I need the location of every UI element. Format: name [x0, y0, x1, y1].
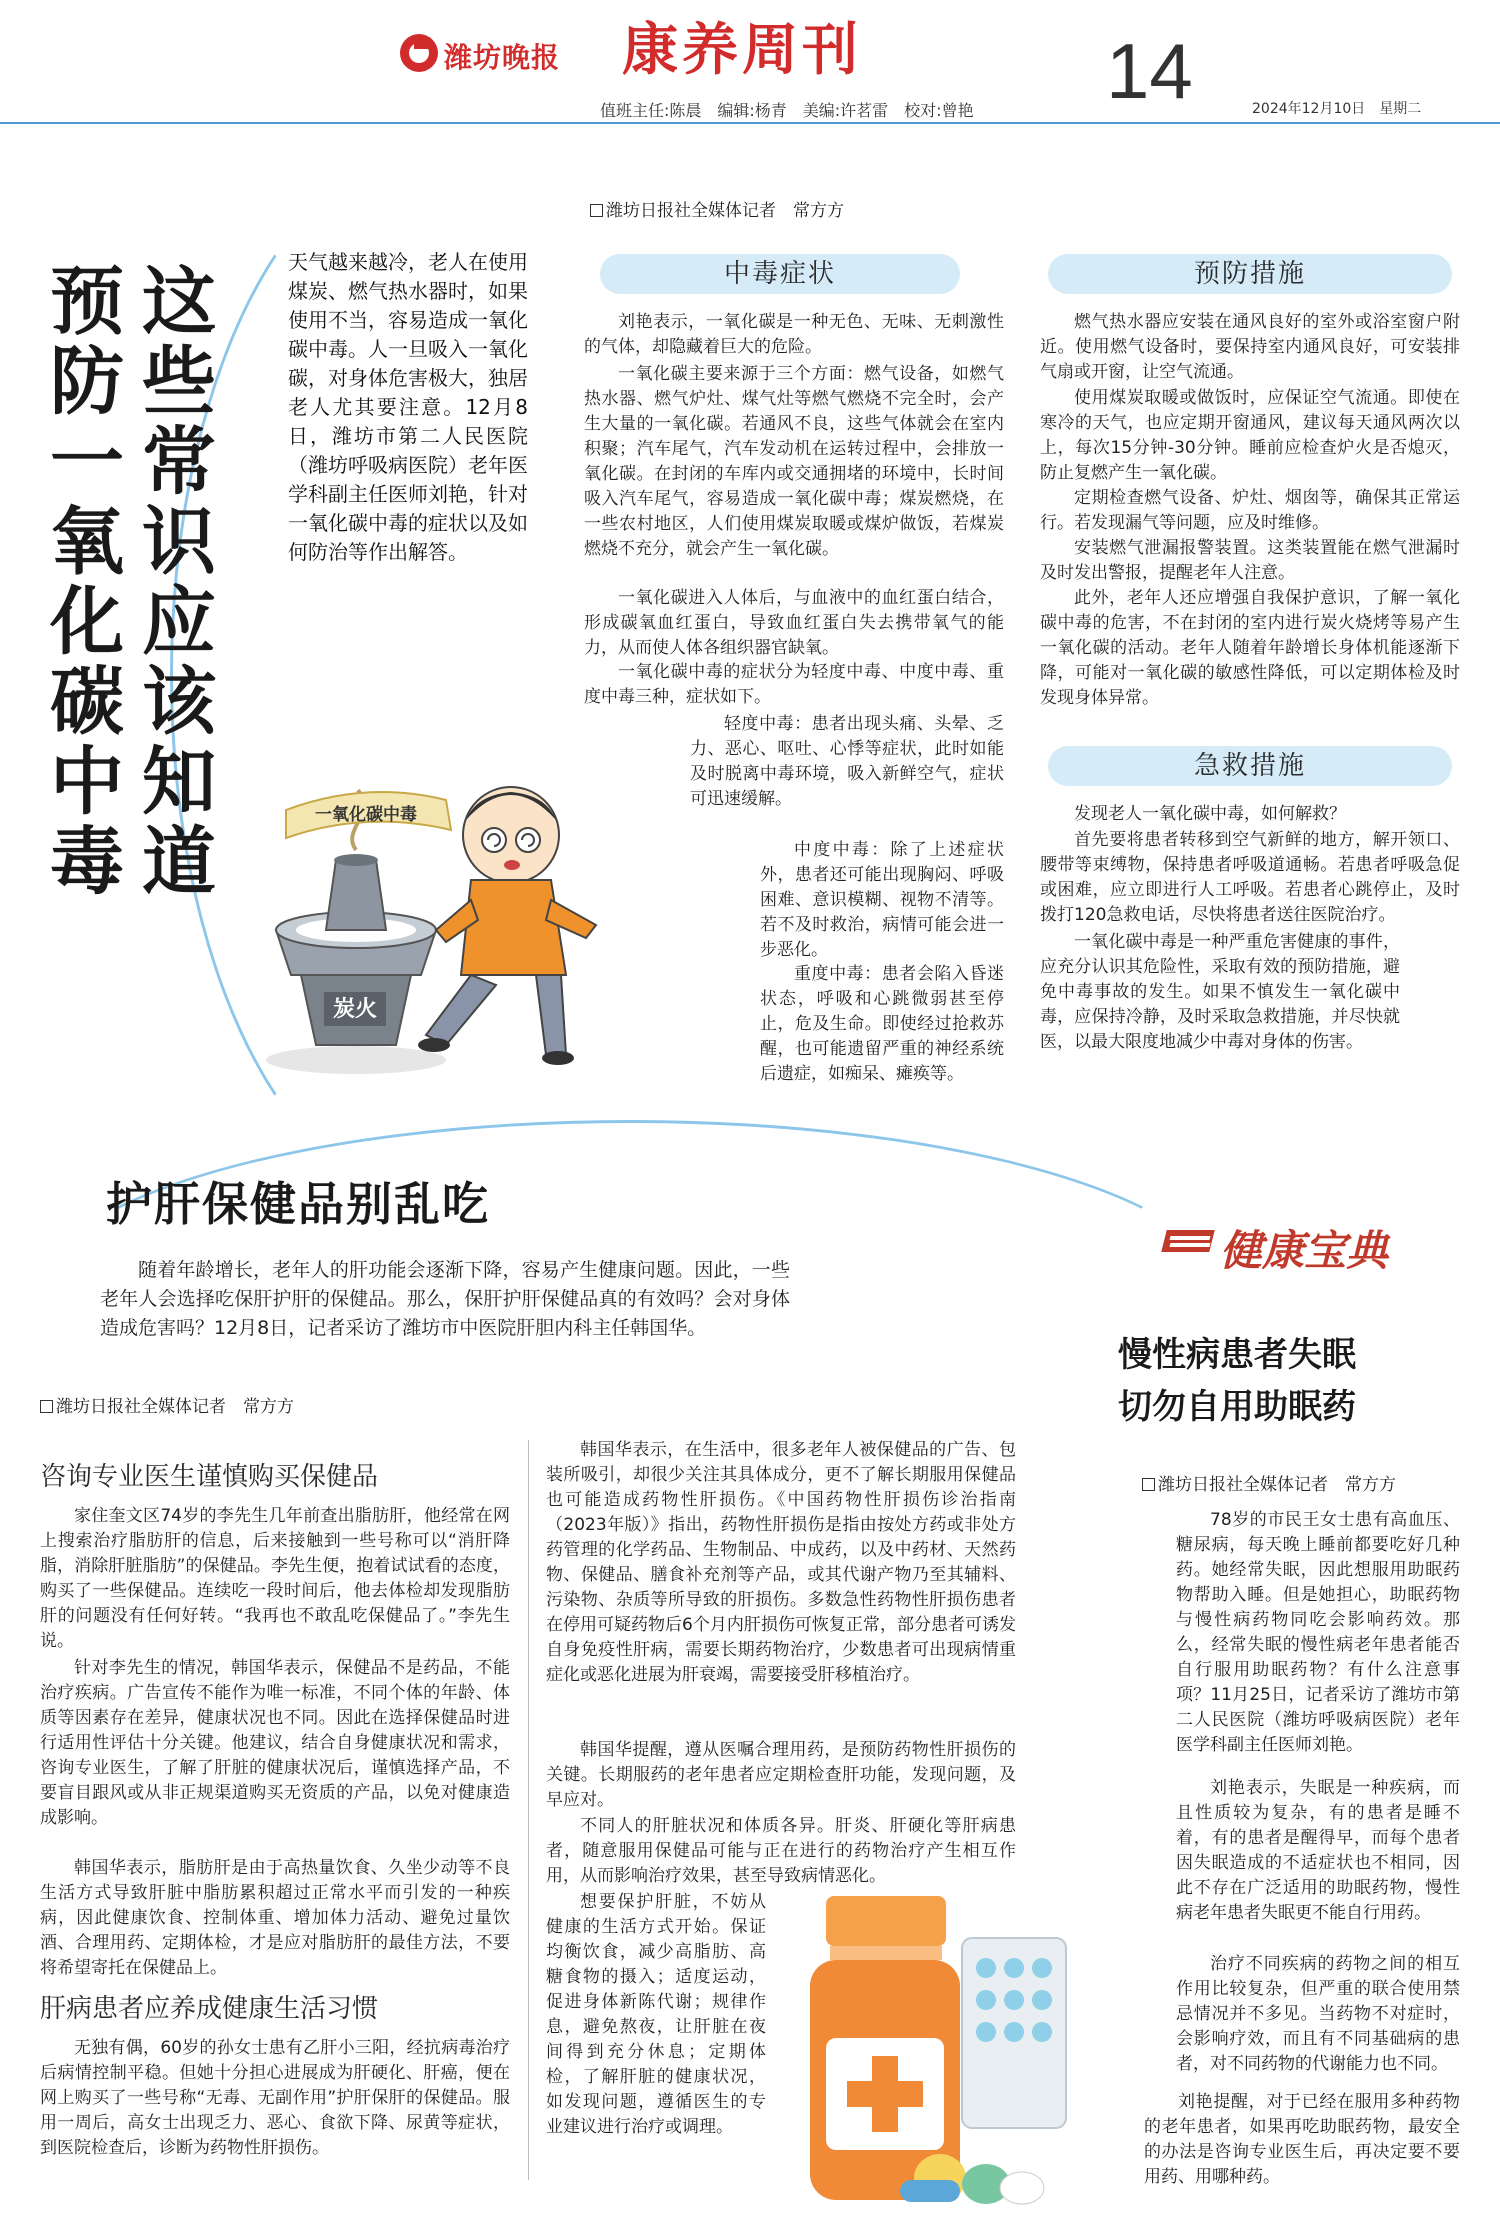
paper-name: 潍坊晚报: [444, 41, 561, 74]
article2-byline: 潍坊日报社全媒体记者 常方方: [40, 1392, 294, 1417]
article3-title-line-2: 切勿自用助眠药: [1118, 1387, 1356, 1427]
first-aid-paragraph-2: 首先要将患者转移到空气新鲜的地方，解开领口、腰带等束缚物，保持患者呼吸道通畅。若患者呼吸急促或困难，应立即进行人工呼吸。若患者心跳停止，及时拨打120急救电话，尽快将患者送往医院治疗。: [1040, 830, 1460, 925]
issue-date: 2024年12月10日 星期二: [1252, 101, 1422, 117]
prevention-paragraph-5: 此外，老年人还应增强自我保护意识，了解一氧化碳中毒的危害，不在封闭的室内进行炭火烧烤等易产生一氧化碳的活动。老年人随着年龄增长身体机能逐渐下降，可能对一氧化碳的敏感性降低，可以定期体检及时发现身体异常。: [1040, 588, 1460, 708]
heading-symptoms: 中毒症状: [600, 254, 960, 294]
byline-box-icon-3: [1142, 1478, 1155, 1491]
article2-col1-paragraph-2: 针对李先生的情况，韩国华表示，保健品不是药品，不能治疗疾病。广告宣传不能作为唯一标准，不同个体的年龄、体质等因素存在差异，健康状况也不同。因此在选择保健品时进行适用性评估十分关键。他建议，结合自身健康状况和需求，咨询专业医生，了解了肝脏的健康状况后，谨慎选择产品，不要盲目跟风或从非正规渠道购买无资质的产品，以免对健康造成影响。: [40, 1658, 510, 1828]
article3-paragraph-1: 78岁的市民王女士患有高血压、糖尿病，每天晚上睡前都要吃好几种药。她经常失眠，因此想服用助眠药物帮助入睡。但是她担心，助眠药物与慢性病药物同吃会影响药效。那么，经常失眠的慢性病老年患者能否自行服用助眠药物？有什么注意事项？11月25日，记者采访了潍坊市第二人民医院（潍坊呼吸病医院）老年医学科副主任医师刘艳。: [1176, 1510, 1460, 1755]
article2-col2-paragraph-2: 韩国华提醒，遵从医嘱合理用药，是预防药物性肝损伤的关键。长期服药的老年患者应定期检查肝功能，发现问题，及早应对。: [546, 1740, 1016, 1810]
book-icon: [1164, 1226, 1220, 1256]
prevention-paragraph-1: 燃气热水器应安装在通风良好的室外或浴室窗户附近。使用燃气设备时，要保持室内通风良好，可安装排气扇或开窗，让空气流通。: [1040, 312, 1460, 382]
article2-title: 护肝保健品别乱吃: [106, 1177, 490, 1231]
article2-subheading-2: 肝病患者应养成健康生活习惯: [40, 1994, 379, 2024]
first-aid-paragraph-3: 一氧化碳中毒是一种严重危害健康的事件，应充分认识其危险性，采取有效的预防措施，避免中毒事故的发生。如果不慎发生一氧化碳中毒，应保持冷静，及时采取急救措施，并尽快就医，以最大限度地减少中毒对身体的伤害。: [1040, 932, 1400, 1052]
prevention-paragraph-4: 安装燃气泄漏报警装置。这类装置能在燃气泄漏时及时发出警报，提醒老年人注意。: [1040, 538, 1460, 583]
column-divider: [528, 1440, 529, 2180]
symptoms-paragraph-2: 一氧化碳主要来源于三个方面：燃气设备，如燃气热水器、燃气炉灶、煤气灶等燃气燃烧不完全时，会产生大量的一氧化碳。若通风不良，这些气体就会在室内积聚；汽车尾气，汽车发动机在运转过程中，会排放一氧化碳。在封闭的车库内或交通拥堵的环境中，长时间吸入汽车尾气，容易造成一氧化碳中毒；煤炭燃烧，在一些农村地区，人们使用煤炭取暖或煤炉做饭，若煤炭燃烧不充分，就会产生一氧化碳。: [584, 364, 1004, 559]
section-name: 康养周刊: [622, 17, 862, 83]
first-aid-paragraph-1: 发现老人一氧化碳中毒，如何解救？: [1074, 804, 1346, 824]
headline-line-1: 这些常识应该知道: [130, 262, 216, 902]
heading-first-aid: 急救措施: [1048, 746, 1452, 786]
symptoms-moderate: 中度中毒：除了上述症状外，患者还可能出现胸闷、呼吸困难、意识模糊、视物不清等。若不及时救治，病情可能会进一步恶化。: [760, 840, 1004, 960]
article3-title-line-1: 慢性病患者失眠: [1118, 1335, 1356, 1375]
page-number: 14: [1106, 27, 1193, 115]
masthead-rule: [0, 122, 1500, 124]
byline-box-icon: [590, 204, 603, 217]
byline-box-icon-2: [40, 1400, 53, 1413]
article2-col1-paragraph-4: 无独有偶，60岁的孙女士患有乙肝小三阳，经抗病毒治疗后病情控制平稳。但她十分担心进展成为肝硬化、肝癌，便在网上购买了一些号称“无毒、无副作用”护肝保肝的保健品。服用一周后，高女士出现乏力、恶心、食欲下降、尿黄等症状，到医院检查后，诊断为药物性肝损伤。: [40, 2038, 510, 2158]
article2-col2-paragraph-1: 韩国华表示，在生活中，很多老年人被保健品的广告、包装所吸引，却很少关注其具体成分，更不了解长期服用保健品也可能造成药物性肝损伤。《中国药物性肝损伤诊治指南（2023年版）》指出，药物性肝损伤是指由按处方药或非处方药管理的化学药品、生物制品、中成药，以及中药材、天然药物、保健品、膳食补充剂等产品，或其代谢产物乃至其辅料、污染物、杂质等所导致的肝损伤。多数急性药物性肝损伤患者在停用可疑药物后6个月内肝损伤可恢复正常，部分患者可诱发自身免疫性肝病，需要长期药物治疗，少数患者可出现病情重症化或恶化进展为肝衰竭，需要接受肝移植治疗。: [546, 1440, 1016, 1685]
article2-subheading-1: 咨询专业医生谨慎购买保健品: [40, 1462, 379, 1492]
symptoms-paragraph-4: 一氧化碳中毒的症状分为轻度中毒、中度中毒、重度中毒三种，症状如下。: [584, 662, 1004, 707]
illustration-label-charcoal: 炭火: [332, 997, 378, 1022]
symptoms-paragraph-3: 一氧化碳进入人体后，与血液中的血红蛋白结合，形成碳氧血红蛋白，导致血红蛋白失去携带氧气的能力，从而使人体各组织器官缺氧。: [584, 588, 1004, 658]
co-poisoning-illustration: [246, 760, 606, 1090]
symptoms-paragraph-1: 刘艳表示，一氧化碳是一种无色、无味、无刺激性的气体，却隐藏着巨大的危险。: [584, 312, 1004, 357]
article3-paragraph-3: 治疗不同疾病的药物之间的相互作用比较复杂，但严重的联合使用禁忌情况并不多见。当药物不对症时，会影响疗效，而且有不同基础病的患者，对不同药物的代谢能力也不同。: [1176, 1954, 1460, 2074]
article-intro: 天气越来越冷，老人在使用煤炭、燃气热水器时，如果使用不当，容易造成一氧化碳中毒。人一旦吸入一氧化碳，对身体危害极大，独居老人尤其要注意。12月8日，潍坊市第二人民医院（潍坊呼吸病医院）老年医学科副主任医师刘艳，针对一氧化碳中毒的症状以及如何防治等作出解答。: [288, 250, 528, 564]
article3-paragraph-2: 刘艳表示，失眠是一种疾病，而且性质较为复杂，有的患者是睡不着，有的患者是醒得早，而每个患者因失眠造成的不适症状也不相同，因此不存在广泛适用的助眠药物，慢性病老年患者失眠更不能自行用药。: [1176, 1778, 1460, 1923]
article2-col1-paragraph-1: 家住奎文区74岁的李先生几年前查出脂肪肝，他经常在网上搜索治疗脂肪肝的信息，后来接触到一些号称可以“消肝降脂，消除肝脏脂肪”的保健品。李先生便，抱着试试看的态度，购买了一些保健品。连续吃一段时间后，他去体检却发现脂肪肝的问题没有任何好转。“我再也不敢乱吃保健品了。”李先生说。: [40, 1506, 510, 1651]
illustration-label-co: 一氧化碳中毒: [315, 805, 417, 825]
article2-col2-paragraph-4: 想要保护肝脏，不妨从健康的生活方式开始。保证均衡饮食，减少高脂肪、高糖食物的摄入；适度运动，促进身体新陈代谢；规律作息，避免熬夜，让肝脏在夜间得到充分休息；定期体检，了解肝脏的健康状况，如发现问题，遵循医生的专业建议进行治疗或调理。: [546, 1892, 766, 2137]
article2-col1-paragraph-3: 韩国华表示，脂肪肝是由于高热量饮食、久坐少动等不良生活方式导致肝脏中脂肪累积超过正常水平而引发的一种疾病，因此健康饮食、控制体重、增加体力活动、避免过量饮酒、合理用药、定期体检，才是应对脂肪肝的最佳方法，不要将希望寄托在保健品上。: [40, 1858, 510, 1978]
prevention-paragraph-3: 定期检查燃气设备、炉灶、烟囱等，确保其正常运行。若发现漏气等问题，应及时维修。: [1040, 488, 1460, 533]
symptoms-mild: 轻度中毒：患者出现头痛、头晕、乏力、恶心、呕吐、心悸等症状，此时如能及时脱离中毒环境，吸入新鲜空气，症状可迅速缓解。: [690, 714, 1004, 809]
symptoms-severe: 重度中毒：患者会陷入昏迷状态，呼吸和心跳微弱甚至停止，危及生命。即使经过抢救苏醒，也可能遗留严重的神经系统后遗症，如痴呆、瘫痪等。: [760, 964, 1004, 1084]
article2-col2-paragraph-3: 不同人的肝脏状况和体质各异。肝炎、肝硬化等肝病患者，随意服用保健品可能与正在进行的药物治疗产生相互作用，从而影响治疗效果，甚至导致病情恶化。: [546, 1816, 1016, 1886]
column-badge: 健康宝典: [1220, 1226, 1389, 1275]
newspaper-logo: [400, 28, 620, 78]
article2-lead: 随着年龄增长，老年人的肝功能会逐渐下降，容易产生健康问题。因此，一些老年人会选择吃保肝护肝的保健品。那么，保肝护肝保健品真的有效吗？会对身体造成危害吗？12月8日，记者采访了潍坊市中医院肝胆内科主任韩国华。: [100, 1259, 790, 1339]
staff-credits: 值班主任:陈晨 编辑:杨青 美编:许茗雷 校对:曾艳: [600, 101, 974, 120]
headline-line-2: 预防一氧化碳中毒: [38, 262, 124, 902]
heading-prevention: 预防措施: [1048, 254, 1452, 294]
medicine-bottle-illustration: [790, 1888, 1080, 2208]
prevention-paragraph-2: 使用煤炭取暖或做饭时，应保证空气流通。即使在寒冷的天气，也应定期开窗通风，建议每天通风两次以上，每次15分钟-30分钟。睡前应检查炉火是否熄灭，防止复燃产生一氧化碳。: [1040, 388, 1460, 483]
article3-byline: 潍坊日报社全媒体记者 常方方: [1142, 1470, 1396, 1495]
byline: 潍坊日报社全媒体记者 常方方: [590, 196, 844, 221]
article3-paragraph-4: 刘艳提醒，对于已经在服用多种药物的老年患者，如果再吃助眠药物，最安全的办法是咨询专业医生后，再决定要不要用药、用哪种药。: [1144, 2092, 1460, 2187]
logo-mark-icon: [400, 34, 438, 72]
